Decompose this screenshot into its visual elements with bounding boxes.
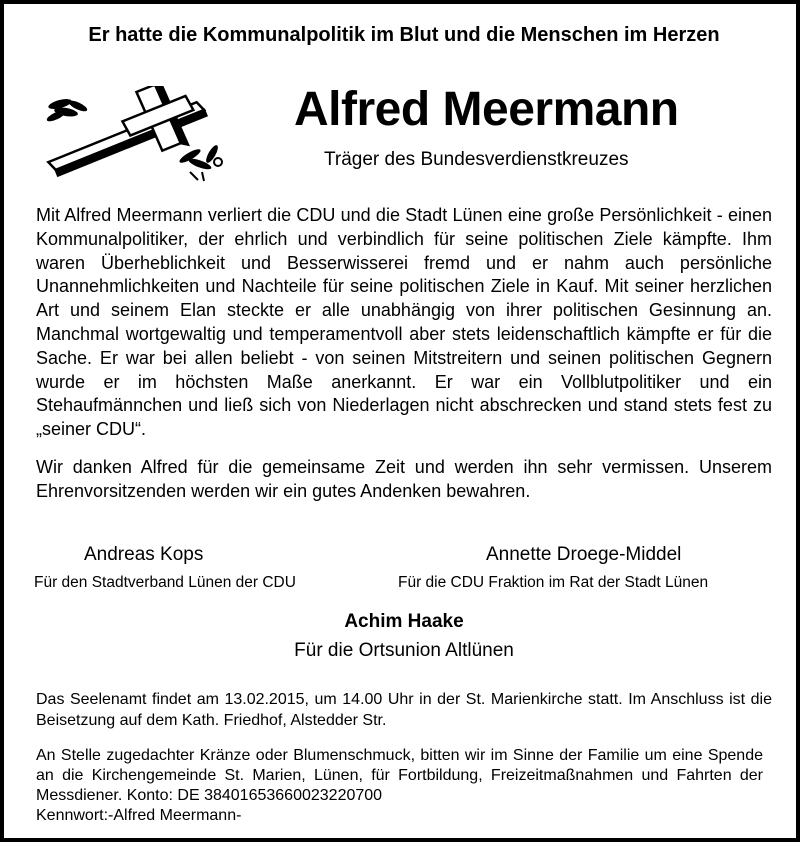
deceased-honor: Träger des Bundesverdienstkreuzes	[324, 149, 629, 170]
donation-info	[36, 746, 763, 826]
tribute-paragraph: Mit Alfred Meermann verliert die CDU und die Stadt Lünen eine große Persönlichkeit - einen Kommunalpolitiker, der ehrlich und verbindlich für seine politischen Ziele kämpfte. Ihm waren Überheblichkeit und Besserwisserei fremd und er nahm auch persönliche Unannehmlichkeiten und Nachteile für seine politischen Ziele in Kauf. Mit seiner herzlichen Art und seinem Elan steckte er alle unabhängig von ihrer politischen Gesinnung an. Manchmal wortgewaltig und temperamentvoll aber stets leidenschaftlich kämpfte er für die Sache. Er war bei allen beliebt - von seinen Mitstreitern und seinen politischen Gegnern wurde er im höchsten Maße anerkannt. Er war ein Vollblutpolitiker und ein Stehaufmännchen und ließ sich von Niederlagen nicht abschrecken und stand stets fest zu „seiner CDU“.	[36, 205, 772, 440]
headline: Er hatte die Kommunalpolitik im Blut und die Menschen im Herzen	[88, 24, 720, 46]
signatory-center-name: Achim Haake	[344, 611, 464, 632]
funeral-service-info	[36, 689, 772, 731]
signatory-left-role: Für den Stadtverband Lünen der CDU	[34, 574, 296, 591]
funeral-service-text: Das Seelenamt findet am 13.02.2015, um 14.00 Uhr in der St. Marienkirche statt. Im Anschluss ist die Beisetzung auf dem Kath. Friedhof, Alstedder Str.	[36, 691, 772, 729]
signatory-center-role: Für die Ortsunion Altlünen	[294, 640, 514, 661]
donation-keyword: Kennwort:-Alfred Meermann-	[36, 807, 242, 824]
thanks-paragraph: Wir danken Alfred für die gemeinsame Zeit und werden ihn sehr vermissen. Unserem Ehrenvorsitzenden werden wir ein gutes Andenken bewahren.	[36, 456, 772, 501]
signatory-right-name: Annette Droege-Middel	[486, 544, 682, 565]
tribute-text	[36, 204, 772, 504]
donation-text: An Stelle zugedachter Kränze oder Blumenschmuck, bitten wir im Sinne der Familie um eine Spende an die Kirchengemeinde St. Marien, Lünen, für Fortbildung, Freizeitmaßnahmen und Fahrten der Messdiener. Konto: DE 38401653660023220700	[36, 747, 763, 804]
signatory-right-role: Für die CDU Fraktion im Rat der Stadt Lünen	[398, 574, 709, 591]
cross-with-laurel-icon	[40, 86, 228, 182]
deceased-name: Alfred Meermann	[294, 83, 679, 136]
signatory-left-name: Andreas Kops	[84, 544, 204, 565]
